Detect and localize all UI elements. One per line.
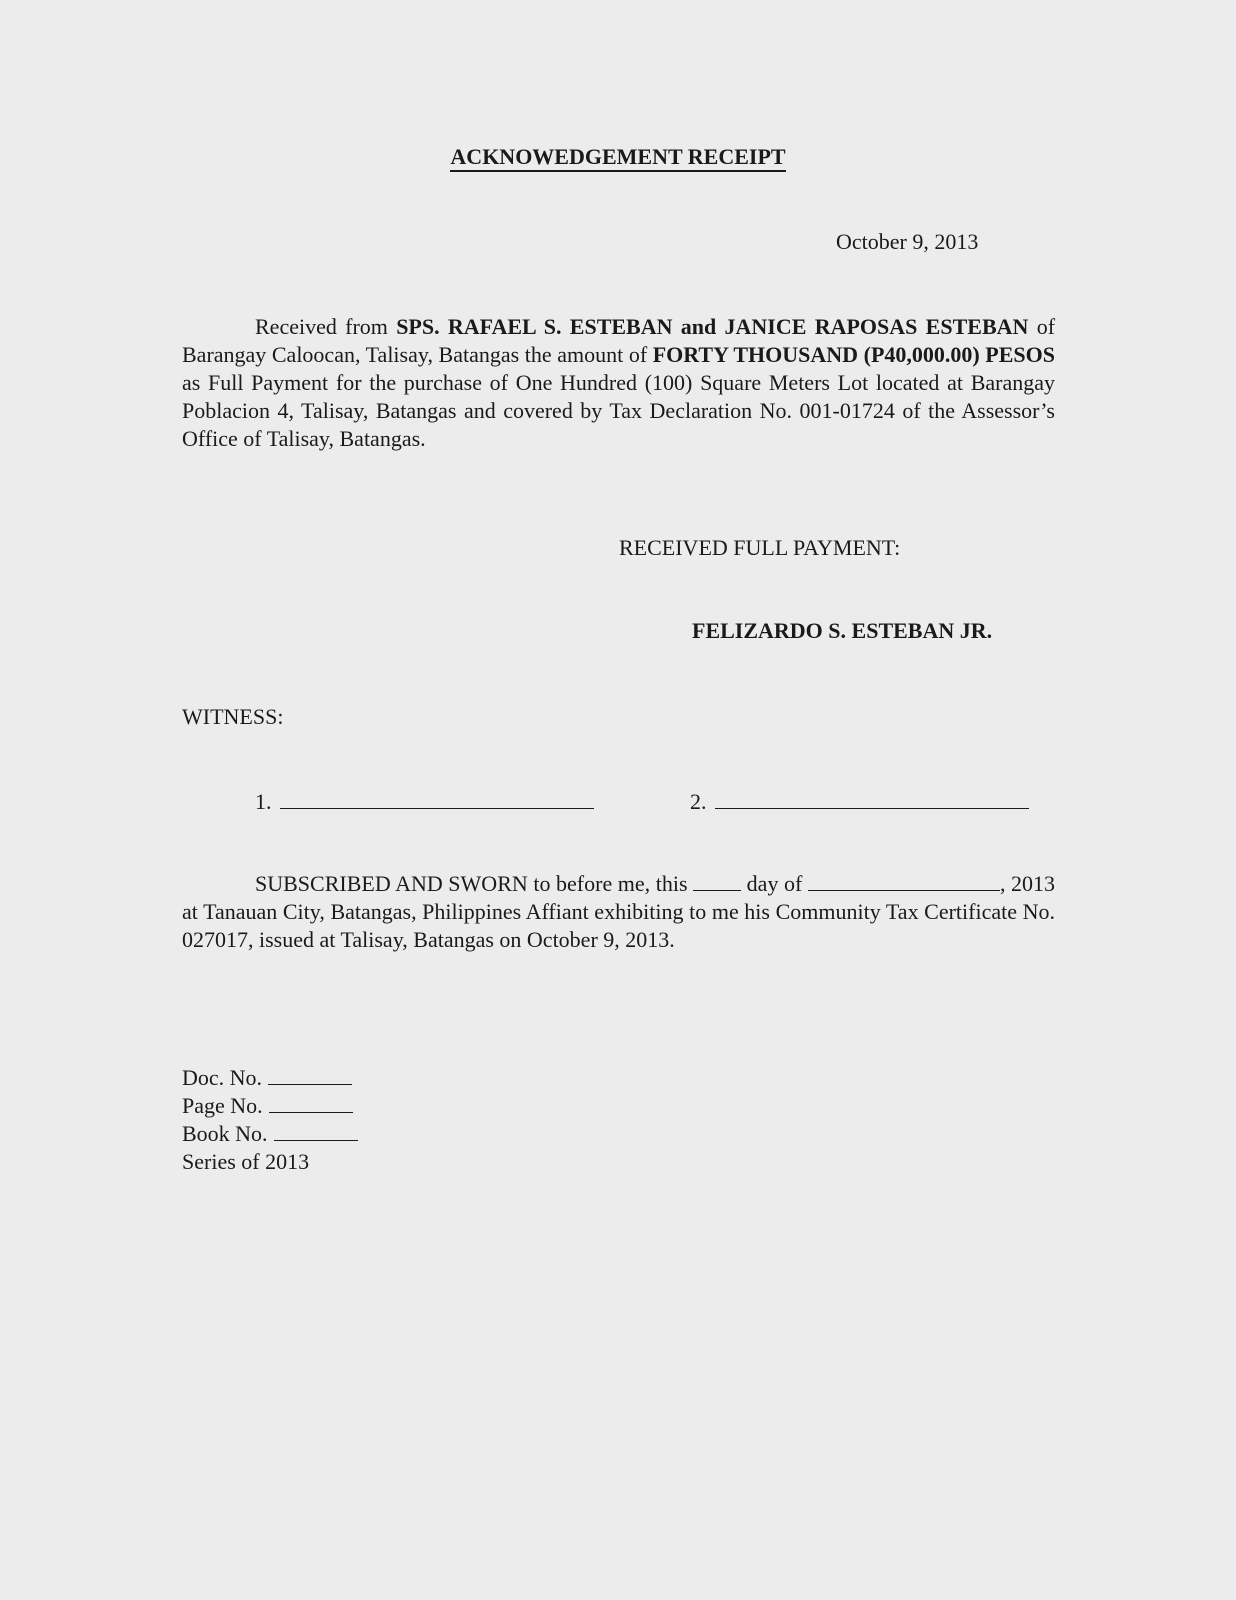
receipt-paragraph: Received from SPS. RAFAEL S. ESTEBAN and JANICE RAPOSAS ESTEBAN of Barangay Caloocan, Talisay, Batangas the amount of FORTY THOUSAND (P40,000.00) PESOS as Full Payment for the purchase of One Hundred (100) Square Meters Lot located at Barangay Poblacion 4, Talisay, Batangas and covered by Tax Declaration No. 001-01724 of the Assessor’s Office of Talisay, Batangas.	[182, 314, 1056, 451]
book-no-row: Book No.	[182, 1120, 358, 1148]
witness-label: WITNESS:	[182, 704, 284, 729]
signatory-name: FELIZARDO S. ESTEBAN JR.	[692, 618, 993, 643]
doc-no-row: Doc. No.	[182, 1064, 358, 1092]
witness-2-blank	[715, 788, 1029, 809]
payment-amount: FORTY THOUSAND (P40,000.00) PESOS	[652, 342, 1055, 367]
doc-no-blank	[268, 1064, 352, 1085]
document-title: ACKNOWEDGEMENT RECEIPT	[0, 144, 1236, 170]
page-no-row: Page No.	[182, 1092, 358, 1120]
series-row: Series of 2013	[182, 1149, 310, 1174]
witness-2-line: 2.	[690, 788, 1029, 815]
received-label: RECEIVED FULL PAYMENT:	[619, 535, 901, 560]
receipt-date: October 9, 2013	[836, 229, 979, 254]
day-blank	[693, 870, 741, 891]
witness-1-line: 1.	[255, 788, 594, 815]
payer-names: SPS. RAFAEL S. ESTEBAN and JANICE RAPOSAS ESTEBAN	[396, 314, 1029, 339]
month-blank	[808, 870, 1000, 891]
jurat-paragraph: SUBSCRIBED AND SWORN to before me, this day of , 2013 at Tanauan City, Batangas, Philippines Affiant exhibiting to me his Community Tax Certificate No. 027017, issued at Talisay, Batangas on October 9, 2013.	[182, 871, 1056, 952]
page-no-blank	[269, 1092, 353, 1113]
notarial-register	[182, 1064, 358, 1176]
witness-1-blank	[280, 788, 594, 809]
book-no-blank	[274, 1120, 358, 1141]
